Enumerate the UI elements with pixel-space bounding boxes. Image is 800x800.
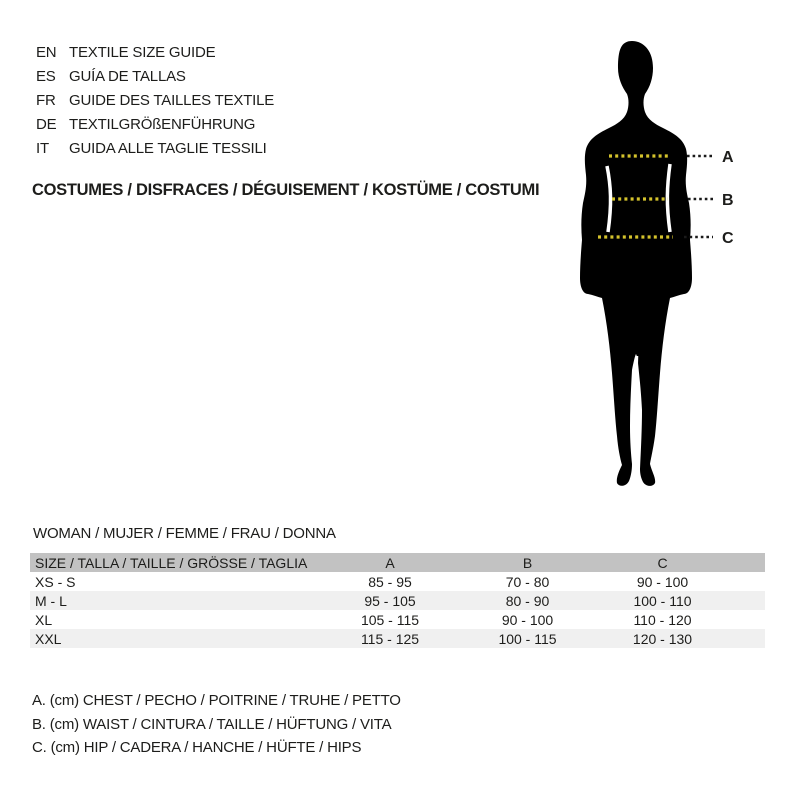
waist-cell: 90 - 100: [501, 611, 554, 628]
header-b: B: [522, 554, 533, 571]
waist-cell: 70 - 80: [505, 573, 550, 590]
size-cell: XXL: [35, 630, 62, 647]
size-table-header-row: [30, 553, 765, 572]
chest-cell: 105 - 115: [360, 611, 420, 628]
hip-cell: 120 - 130: [632, 630, 693, 647]
waist-cell: 100 - 115: [498, 630, 557, 647]
language-code: EN: [36, 43, 57, 61]
language-title: TEXTILGRÖßENFÜHRUNG: [69, 115, 256, 133]
waist-cell: 80 - 90: [505, 592, 550, 609]
header-a: A: [385, 554, 395, 571]
hip-cell: 110 - 120: [633, 611, 692, 628]
category-title: COSTUMES / DISFRACES / DÉGUISEMENT / KOSTÜME / COSTUMI: [32, 181, 540, 199]
language-code: ES: [36, 67, 56, 85]
language-code: FR: [36, 91, 56, 109]
header-size: SIZE / TALLA / TAILLE / GRÖSSE / TAGLIA: [35, 554, 308, 571]
size-cell: XS - S: [35, 573, 76, 590]
language-row-fr: [36, 88, 274, 112]
legend-hip: C. (cm) HIP / CADERA / HANCHE / HÜFTE / HIPS: [32, 739, 362, 756]
chest-cell: 95 - 105: [364, 592, 416, 609]
language-code: IT: [36, 139, 49, 157]
chest-label: A: [722, 149, 734, 166]
waist-label: B: [722, 192, 734, 209]
table-row-xs-s: [30, 572, 765, 591]
language-row-de: [36, 112, 274, 136]
header-c: C: [657, 554, 668, 571]
chest-cell: 85 - 95: [368, 573, 412, 590]
language-title: TEXTILE SIZE GUIDE: [69, 43, 216, 61]
hip-cell: 90 - 100: [636, 573, 689, 590]
language-title: GUIDE DES TAILLES TEXTILE: [69, 91, 275, 109]
size-cell: M - L: [35, 592, 67, 609]
table-row-xl: [30, 610, 765, 629]
legend-chest: A. (cm) CHEST / PECHO / POITRINE / TRUHE / PETTO: [32, 692, 401, 709]
language-code: DE: [36, 115, 57, 133]
legend-waist: B. (cm) WAIST / CINTURA / TAILLE / HÜFTUNG / VITA: [32, 715, 392, 733]
section-title-woman: WOMAN / MUJER / FEMME / FRAU / DONNA: [33, 525, 336, 542]
table-row-xxl: [30, 629, 765, 648]
hip-cell: 100 - 110: [633, 592, 692, 609]
measurement-legend: [32, 689, 401, 760]
size-cell: XL: [35, 611, 53, 628]
measurement-figure: [553, 28, 765, 493]
language-row-en: [36, 40, 274, 64]
leg-gap: [635, 356, 637, 452]
language-list: [36, 40, 274, 160]
hip-label: C: [722, 230, 734, 247]
language-row-it: [36, 136, 274, 160]
table-row-m-l: [30, 591, 765, 610]
chest-cell: 115 - 125: [360, 630, 420, 647]
size-table: [30, 553, 765, 648]
language-title: GUÍA DE TALLAS: [69, 67, 186, 85]
language-title: GUIDA ALLE TAGLIE TESSILI: [69, 139, 267, 157]
language-row-es: [36, 64, 274, 88]
woman-silhouette-figure: [553, 28, 765, 493]
